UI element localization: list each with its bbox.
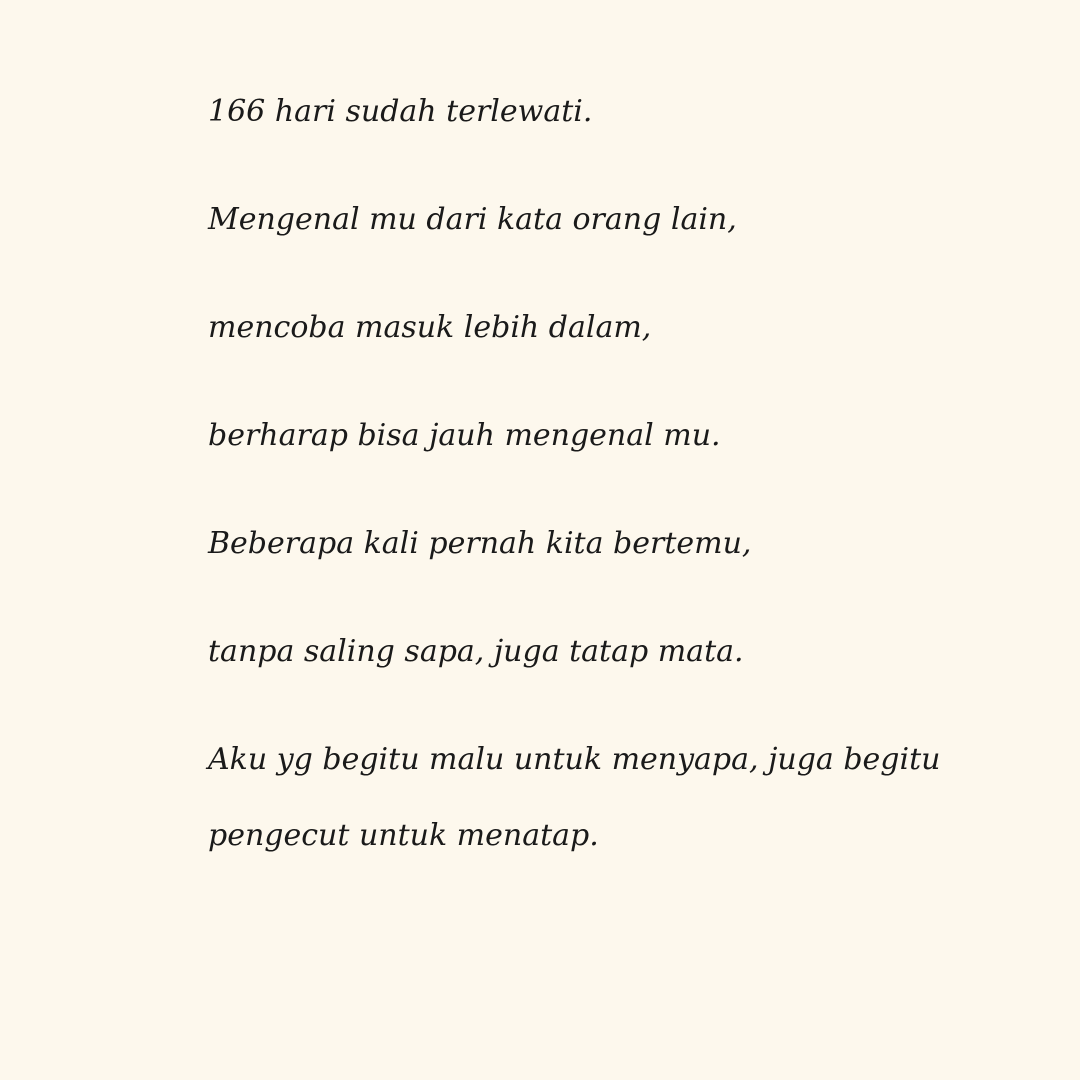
poem-line: Beberapa kali pernah kita bertemu, [208,526,752,561]
poem-line: pengecut untuk menatap. [208,818,599,853]
poem-line: mencoba masuk lebih dalam, [208,310,652,345]
poem-line: Aku yg begitu malu untuk menyapa, juga begitu [208,742,941,777]
poem-line: tanpa saling sapa, juga tatap mata. [208,634,744,669]
poem-line: Mengenal mu dari kata orang lain, [208,202,737,237]
poem-line: berharap bisa jauh mengenal mu. [208,418,721,453]
poem-line: 166 hari sudah terlewati. [208,94,593,129]
